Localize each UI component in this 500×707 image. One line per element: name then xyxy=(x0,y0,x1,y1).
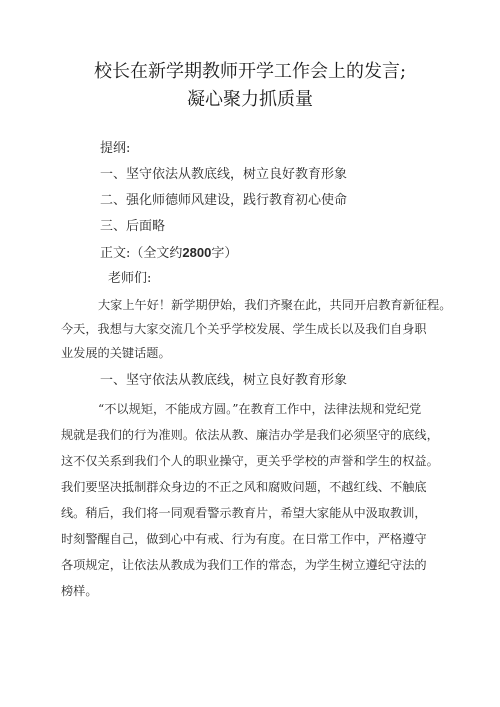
document-title-line-1: 校长在新学期教师开学工作会上的发言; xyxy=(93,61,407,82)
section-1-paragraph-line: 各项规定，让依法从教成为我们工作的常态，为学生树立遵纪守法的 xyxy=(61,558,427,572)
section-1-heading: 一、坚守依法从教底线，树立良好教育形象 xyxy=(100,373,348,388)
section-1-paragraph-line: 线。稍后，我们将一同观看警示教育片，希望大家能从中汲取教训， xyxy=(61,506,427,520)
section-1-paragraph-line: 规就是我们的行为准则。依法从教、廉洁办学是我们必须坚守的底线， xyxy=(61,428,439,442)
outline-item-1: 一、坚守依法从教底线，树立良好教育形象 xyxy=(100,167,348,182)
opening-paragraph-line: 大家上午好！新学期伊始，我们齐聚在此，共同开启教育新征程。 xyxy=(98,298,452,312)
section-1-paragraph-line: “不以规矩，不能成方圆。”在教育工作中，法律法规和党纪党 xyxy=(98,402,422,416)
opening-paragraph-line: 今天，我想与大家交流几个关乎学校发展、学生成长以及我们自身职 xyxy=(61,322,427,336)
document-title-line-2: 凝心聚力抓质量 xyxy=(187,89,313,110)
outline-item-2: 二、强化师德师风建设，践行教育初心使命 xyxy=(100,193,348,208)
word-count: 2800 xyxy=(182,245,212,260)
main-text-label-prefix: 正文:（全文约 xyxy=(100,246,183,261)
outline-heading: 提纲: xyxy=(100,141,131,156)
opening-paragraph-line: 业发展的关键话题。 xyxy=(61,346,171,360)
outline-item-3: 三、后面略 xyxy=(100,219,166,234)
section-1-paragraph-line: 我们要坚决抵制群众身边的不正之风和腐败问题，不越红线、不触底 xyxy=(61,480,427,494)
section-1-paragraph-line: 这不仅关系到我们个人的职业操守，更关乎学校的声誉和学生的权益。 xyxy=(61,454,439,468)
salutation: 老师们: xyxy=(108,271,152,286)
main-text-label xyxy=(100,244,237,263)
section-1-paragraph-line: 榜样。 xyxy=(61,584,98,598)
section-1-paragraph-line: 时刻警醒自己，做到心中有戒、行为有度。在日常工作中，严格遵守 xyxy=(61,532,427,546)
main-text-label-suffix: 字） xyxy=(211,246,238,261)
